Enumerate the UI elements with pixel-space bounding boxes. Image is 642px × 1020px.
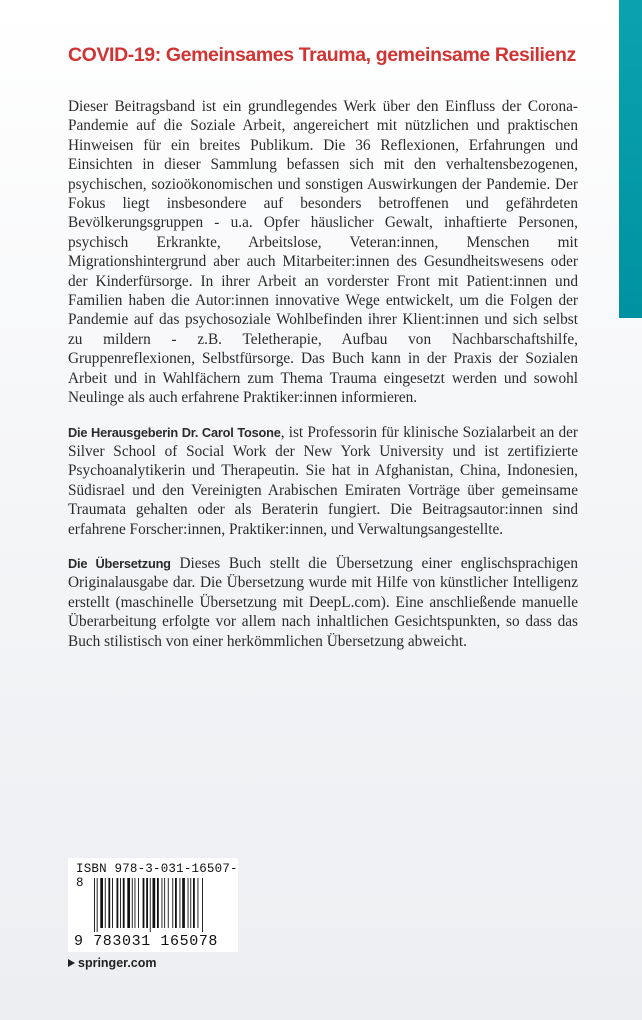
description-paragraph: Dieser Beitragsband ist ein grundlegendes Werk über den Einfluss der Corona-Pandemie auf die Soziale Arbeit, angereichert mit nützlichen und praktischen Hinweisen für ein breites Publikum. Die 36 Reflexionen, Erfahrungen und Einsichten in dieser Sammlung befassen sich mit den verhaltensbezogenen, psychischen, sozioökonomischen und sonstigen Auswirkungen der Pandemie. Der Fokus liegt insbesondere auf besonders betroffenen und gefährdeten Bevölkerungsgruppen - u.a. Opfer häuslicher Gewalt, inhaftierte Personen, psychisch Erkrankte, Arbeitslose, Veteran:innen, Menschen mit Migrationshintergrund aber auch Mitarbeiter:innen des Gesundheitswesens oder der Kinderfürsorge. In ihrer Arbeit an vorderster Front mit Patient:innen und Familien haben die Autor:innen innovative Wege entwickelt, um die Folgen der Pandemie auf das psychosoziale Wohlbefinden ihrer Klient:innen und sich selbst zu mildern - z.B. Teletherapie, Aufbau von Nachbarschaftshilfe, Gruppenreflexionen, Selbstfürsorge. Das Buch kann in der Praxis der Sozialen Arbeit und in Wahlfächern zum Thema Trauma eingesetzt werden und sowohl Neulinge als auch erfahrene Praktiker:innen informieren. xyxy=(68,98,578,407)
barcode-bar xyxy=(97,878,98,932)
barcode-bar xyxy=(143,878,145,928)
barcode-bar xyxy=(105,878,106,928)
accent-bar xyxy=(619,0,642,318)
barcode-icon xyxy=(94,878,226,932)
translation-paragraph xyxy=(68,554,578,651)
barcode-bar xyxy=(117,878,119,928)
back-cover-content xyxy=(68,44,578,666)
barcode-bar xyxy=(123,878,125,928)
barcode-bar xyxy=(150,878,151,932)
barcode-bar xyxy=(198,878,199,928)
barcode-bar xyxy=(180,878,181,928)
barcode-bar xyxy=(168,878,169,928)
editor-text: , ist Professorin für klinische Sozialarbeit an der Silver School of Social Work der New York University und ist zertifizierte Psychoanalytikerin und Therapeutin. Sie hat in Afghanistan, China, Indonesien, Südisrael und den Vereinigten Arabischen Emiraten Vorträge über gemeinsame Traumata gehalten oder als Beraterin fungiert. Die Beitragsautor:innen sind erfahrene Forscher:innen, Praktiker:innen, und Verwaltungsangestellte. xyxy=(68,423,578,538)
barcode-bar xyxy=(175,878,177,928)
barcode-bar xyxy=(193,878,195,928)
translation-text: Dieses Buch stellt die Übersetzung einer englischsprachigen Originalausgabe dar. Die Übersetzung wurde mit Hilfe von künstlicher Intelligenz erstellt (maschinelle Übersetzung mit DeepL.com). Eine anschließende manuelle Überarbeitung erfolgte vor allem nach inhaltlichen Gesichtspunkten, so dass das Buch stilistisch von einer herkömmlichen Übersetzung abweicht. xyxy=(68,554,578,650)
barcode-bar xyxy=(164,878,165,928)
barcode-bar xyxy=(146,878,148,928)
barcode-digits: 9 783031 165078 xyxy=(74,933,219,950)
barcode-bar xyxy=(127,878,130,928)
isbn-label: ISBN 978-3-031-16507-8 xyxy=(76,862,238,890)
publisher-link[interactable] xyxy=(68,956,157,970)
barcode-bar xyxy=(157,878,159,928)
barcode-bar xyxy=(172,878,173,928)
editor-paragraph xyxy=(68,423,578,539)
publisher-label: springer.com xyxy=(78,956,157,970)
book-title: COVID-19: Gemeinsames Trauma, gemeinsame Resilienz xyxy=(68,44,576,66)
translation-lead: Die Übersetzung xyxy=(68,555,171,571)
arrow-icon xyxy=(68,959,75,967)
barcode-bar xyxy=(202,878,203,932)
barcode-bar xyxy=(153,878,156,928)
barcode-bar xyxy=(112,878,113,928)
barcode-bar xyxy=(135,878,136,928)
isbn-barcode-block xyxy=(68,858,238,952)
barcode-bar xyxy=(100,878,103,928)
editor-lead: Die Herausgeberin Dr. Carol Tosone xyxy=(68,424,281,440)
barcode-bar xyxy=(120,878,121,928)
barcode-bar xyxy=(190,878,191,928)
barcode-bar xyxy=(188,878,189,928)
barcode-bar xyxy=(162,878,163,928)
barcode-bar xyxy=(182,878,185,928)
barcode-bar xyxy=(94,878,95,932)
barcode-bar xyxy=(138,878,139,928)
barcode-bar xyxy=(132,878,133,928)
barcode-bar xyxy=(108,878,110,928)
